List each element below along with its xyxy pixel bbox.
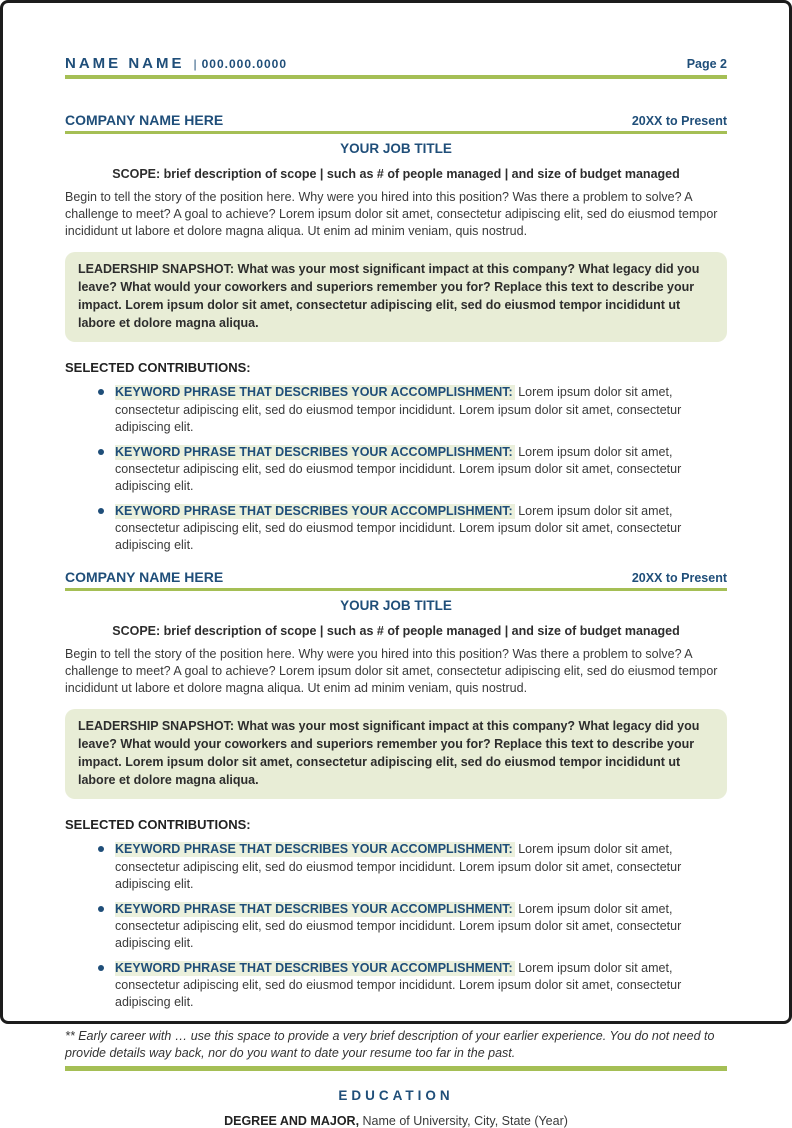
- bullet-text: Lorem ipsum dolor sit amet, consectetur adipiscing elit, sed do eiusmod tempor incididunt. Lorem ipsum dolor sit amet, consectetur adipiscing elit.: [115, 385, 682, 434]
- bullet-keyword: KEYWORD PHRASE THAT DESCRIBES YOUR ACCOMPLISHMENT:: [115, 842, 513, 857]
- position-intro: Begin to tell the story of the position here. Why were you hired into this position? Was there a problem to solve? A challenge to meet? A goal to achieve? Lorem ipsum dolor sit amet, consectetur adipiscing elit, sed do eiusmod tempor incididunt ut labore et dolore magna aliqua. Ut enim ad minim veniam, quis nostrud.: [65, 647, 718, 696]
- education-divider: [65, 1066, 727, 1071]
- bullet-icon: [98, 965, 104, 971]
- bullet-icon: [98, 508, 104, 514]
- employment-dates: 20XX to Present: [631, 570, 727, 585]
- contribution-bullet: [65, 960, 727, 1011]
- job-title: YOUR JOB TITLE: [340, 141, 452, 156]
- bullet-text: Lorem ipsum dolor sit amet, consectetur adipiscing elit, sed do eiusmod tempor incididunt. Lorem ipsum dolor sit amet, consectetur adipiscing elit.: [115, 444, 682, 493]
- early-career-note: ** Early career with … use this space to provide a very brief description of your earlier experience. You do not need to provide details way back, nor do you want to date your resume too far in the past.: [65, 1028, 715, 1060]
- education-heading: EDUCATION: [338, 1087, 454, 1103]
- bullet-text: Lorem ipsum dolor sit amet, consectetur adipiscing elit, sed do eiusmod tempor incididunt. Lorem ipsum dolor sit amet, consectetur adipiscing elit.: [115, 901, 682, 950]
- contributions-list: [65, 841, 727, 1011]
- bullet-keyword: KEYWORD PHRASE THAT DESCRIBES YOUR ACCOMPLISHMENT:: [115, 385, 513, 400]
- education-entry: [65, 1114, 727, 1128]
- bullet-keyword: KEYWORD PHRASE THAT DESCRIBES YOUR ACCOMPLISHMENT:: [115, 504, 513, 519]
- bullet-keyword: KEYWORD PHRASE THAT DESCRIBES YOUR ACCOMPLISHMENT:: [115, 961, 513, 976]
- bullet-text: Lorem ipsum dolor sit amet, consectetur adipiscing elit, sed do eiusmod tempor incididunt. Lorem ipsum dolor sit amet, consectetur adipiscing elit.: [115, 842, 682, 891]
- company-divider: [65, 588, 727, 592]
- contributions-list: [65, 384, 727, 554]
- degree-and-major: DEGREE AND MAJOR,: [224, 1113, 360, 1128]
- position-intro: Begin to tell the story of the position here. Why were you hired into this position? Was there a problem to solve? A challenge to meet? A goal to achieve? Lorem ipsum dolor sit amet, consectetur adipiscing elit, sed do eiusmod tempor incididunt ut labore et dolore magna aliqua. Ut enim ad minim veniam, quis nostrud.: [65, 190, 718, 239]
- company-name: COMPANY NAME HERE: [65, 111, 224, 128]
- leadership-snapshot: LEADERSHIP SNAPSHOT: What was your most significant impact at this company? What legacy did you leave? What would your coworkers and superiors remember you for? Replace this text to describe your impact. Lorem ipsum dolor sit amet, consectetur adipiscing elit, sed do eiusmod tempor incididunt ut labore et dolore magna aliqua.: [65, 252, 727, 342]
- phone-number: 000.000.0000: [201, 57, 288, 71]
- scope-line: SCOPE: brief description of scope | such as # of people managed | and size of budget managed: [112, 624, 680, 638]
- candidate-name: NAME NAME: [65, 55, 185, 72]
- bullet-icon: [98, 906, 104, 912]
- company-name: COMPANY NAME HERE: [65, 568, 224, 585]
- company-divider: [65, 131, 727, 135]
- contribution-bullet: [65, 503, 727, 554]
- contributions-heading: SELECTED CONTRIBUTIONS:: [65, 817, 251, 833]
- bullet-keyword: KEYWORD PHRASE THAT DESCRIBES YOUR ACCOMPLISHMENT:: [115, 444, 513, 459]
- employment-dates: 20XX to Present: [631, 113, 727, 128]
- job-section-2: [65, 569, 727, 1012]
- bullet-icon: [98, 449, 104, 455]
- bullet-keyword: KEYWORD PHRASE THAT DESCRIBES YOUR ACCOMPLISHMENT:: [115, 901, 513, 916]
- job-title: YOUR JOB TITLE: [340, 598, 452, 613]
- bullet-text: Lorem ipsum dolor sit amet, consectetur adipiscing elit, sed do eiusmod tempor incididunt. Lorem ipsum dolor sit amet, consectetur adipiscing elit.: [115, 961, 682, 1010]
- bullet-icon: [98, 389, 104, 395]
- page-number: Page 2: [686, 57, 727, 71]
- university-details: Name of University, City, State (Year): [359, 1113, 568, 1128]
- page-header: [65, 55, 727, 79]
- job-section-1: [65, 112, 727, 555]
- contribution-bullet: [65, 901, 727, 952]
- contribution-bullet: [65, 841, 727, 892]
- contribution-bullet: [65, 384, 727, 435]
- bullet-text: Lorem ipsum dolor sit amet, consectetur adipiscing elit, sed do eiusmod tempor incididunt. Lorem ipsum dolor sit amet, consectetur adipiscing elit.: [115, 504, 682, 553]
- header-separator: |: [193, 57, 197, 71]
- contribution-bullet: [65, 444, 727, 495]
- bullet-icon: [98, 846, 104, 852]
- contributions-heading: SELECTED CONTRIBUTIONS:: [65, 360, 251, 376]
- scope-line: SCOPE: brief description of scope | such as # of people managed | and size of budget managed: [112, 167, 680, 181]
- leadership-snapshot: LEADERSHIP SNAPSHOT: What was your most significant impact at this company? What legacy did you leave? What would your coworkers and superiors remember you for? Replace this text to describe your impact. Lorem ipsum dolor sit amet, consectetur adipiscing elit, sed do eiusmod tempor incididunt ut labore et dolore magna aliqua.: [65, 709, 727, 799]
- header-divider: [65, 75, 727, 79]
